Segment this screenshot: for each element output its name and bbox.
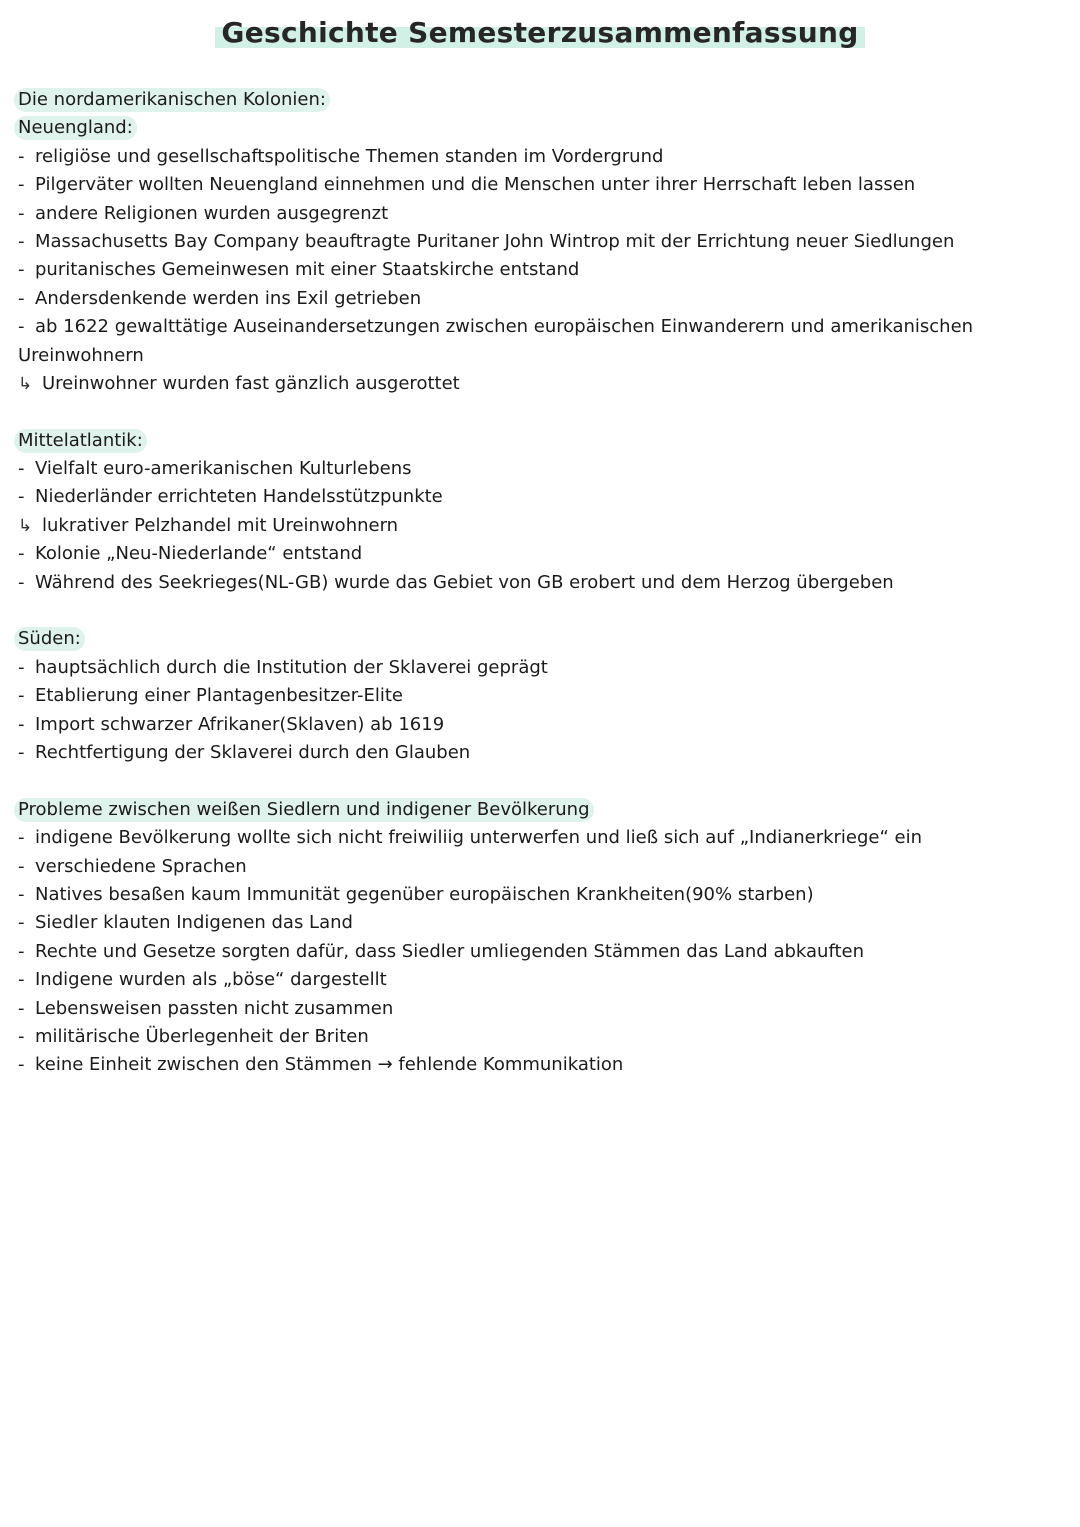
list-item [18,569,1058,597]
dash-bullet: - [18,997,25,1019]
dash-bullet: - [18,1054,25,1076]
list-item [18,682,1058,710]
list-item-text: andere Religionen wurden ausgegrenzt [35,202,389,224]
spacer [18,398,1058,426]
list-item [18,483,1058,511]
list-item [18,739,1058,767]
list-item-text: keine Einheit zwischen den Stämmen → fehlende Kommunikation [35,1054,624,1076]
list-item [18,455,1058,483]
sub-item [18,512,1058,540]
list-item-text: Massachusetts Bay Company beauftragte Puritaner John Wintrop mit der Errichtung neuer Siedlungen [35,230,955,252]
list-item-text: Während des Seekrieges(NL-GB) wurde das Gebiet von GB erobert und dem Herzog übergeben [35,571,894,593]
dash-bullet: - [18,741,25,763]
dash-bullet: - [18,940,25,962]
section-heading-probleme [18,796,1058,824]
heading-highlight: Probleme zwischen weißen Siedlern und indigener Bevölkerung [14,798,594,822]
list-item-text: indigene Bevölkerung wollte sich nicht freiwiliig unterwerfen und ließ sich auf „Indianerkriege“ ein [35,827,923,849]
list-item [18,966,1058,994]
dash-bullet: - [18,713,25,735]
dash-bullet: - [18,827,25,849]
dash-bullet: - [18,145,25,167]
dash-bullet: - [18,202,25,224]
sub-arrow-icon: ↳ [18,373,33,394]
list-item-text: Kolonie „Neu-Niederlande“ entstand [35,543,363,565]
heading-highlight: Süden: [14,627,85,651]
dash-bullet: - [18,316,25,338]
list-item-text: Ureinwohnern [18,344,144,366]
sub-heading-neuengland [18,114,1058,142]
dash-bullet: - [18,174,25,196]
page-title: Geschichte Semesterzusammenfassung [215,14,864,51]
list-item-text: Vielfalt euro-amerikanischen Kulturlebens [35,458,412,480]
list-item-text: Natives besaßen kaum Immunität gegenüber europäischen Krankheiten(90% starben) [35,883,814,905]
list-item [18,285,1058,313]
list-item [18,654,1058,682]
list-item-text: Niederländer errichteten Handelsstützpunkte [35,486,443,508]
list-item-text: Import schwarzer Afrikaner(Sklaven) ab 1619 [35,713,445,735]
list-item-text: hauptsächlich durch die Institution der Sklaverei geprägt [35,656,548,678]
dash-bullet: - [18,685,25,707]
list-item [18,881,1058,909]
list-item-text: verschiedene Sprachen [35,855,247,877]
list-item [18,200,1058,228]
dash-bullet: - [18,543,25,565]
list-item [18,909,1058,937]
dash-bullet: - [18,912,25,934]
list-item-text: militärische Überlegenheit der Briten [35,1025,369,1047]
dash-bullet: - [18,969,25,991]
dash-bullet: - [18,883,25,905]
sub-arrow-icon: ↳ [18,515,33,536]
heading-highlight: Die nordamerikanischen Kolonien: [14,88,330,112]
list-item-text: ab 1622 gewalttätige Auseinandersetzungen zwischen europäischen Einwanderern und amerikanischen [35,316,974,338]
spacer [18,597,1058,625]
dash-bullet: - [18,458,25,480]
list-item [18,1051,1058,1079]
list-item-text: Andersdenkende werden ins Exil getrieben [35,287,422,309]
dash-bullet: - [18,259,25,281]
list-item-text: religiöse und gesellschaftspolitische Themen standen im Vordergrund [35,145,664,167]
list-item-continuation [18,342,1058,370]
dash-bullet: - [18,656,25,678]
sub-item-text: Ureinwohner wurden fast gänzlich ausgerottet [42,372,460,394]
dash-bullet: - [18,855,25,877]
list-item [18,711,1058,739]
sub-item [18,370,1058,398]
spacer [18,767,1058,795]
section-heading-sueden [18,625,1058,653]
heading-highlight: Neuengland: [14,116,137,140]
dash-bullet: - [18,1025,25,1047]
list-item [18,938,1058,966]
list-item-text: puritanisches Gemeinwesen mit einer Staatskirche entstand [35,259,580,281]
list-item [18,228,1058,256]
list-item [18,540,1058,568]
list-item-text: Rechtfertigung der Sklaverei durch den Glauben [35,741,471,763]
list-item [18,256,1058,284]
list-item-text: Siedler klauten Indigenen das Land [35,912,353,934]
list-item [18,995,1058,1023]
list-item [18,313,1058,341]
dash-bullet: - [18,230,25,252]
list-item [18,824,1058,852]
list-item-text: Pilgerväter wollten Neuengland einnehmen und die Menschen unter ihrer Herrschaft leben lassen [35,174,916,196]
notes-body [18,86,1058,1080]
list-item-text: Indigene wurden als „böse“ dargestellt [35,969,387,991]
list-item-text: Lebensweisen passten nicht zusammen [35,997,394,1019]
list-item [18,853,1058,881]
heading-highlight: Mittelatlantik: [14,429,147,453]
section-heading-mittelatlantik [18,427,1058,455]
list-item-text: Etablierung einer Plantagenbesitzer-Elite [35,685,404,707]
section-heading-kolonien [18,86,1058,114]
list-item [18,143,1058,171]
dash-bullet: - [18,287,25,309]
title-area [0,14,1080,51]
dash-bullet: - [18,571,25,593]
sub-item-text: lukrativer Pelzhandel mit Ureinwohnern [42,514,399,536]
list-item-text: Rechte und Gesetze sorgten dafür, dass Siedler umliegenden Stämmen das Land abkauften [35,940,865,962]
list-item [18,1023,1058,1051]
list-item [18,171,1058,199]
dash-bullet: - [18,486,25,508]
